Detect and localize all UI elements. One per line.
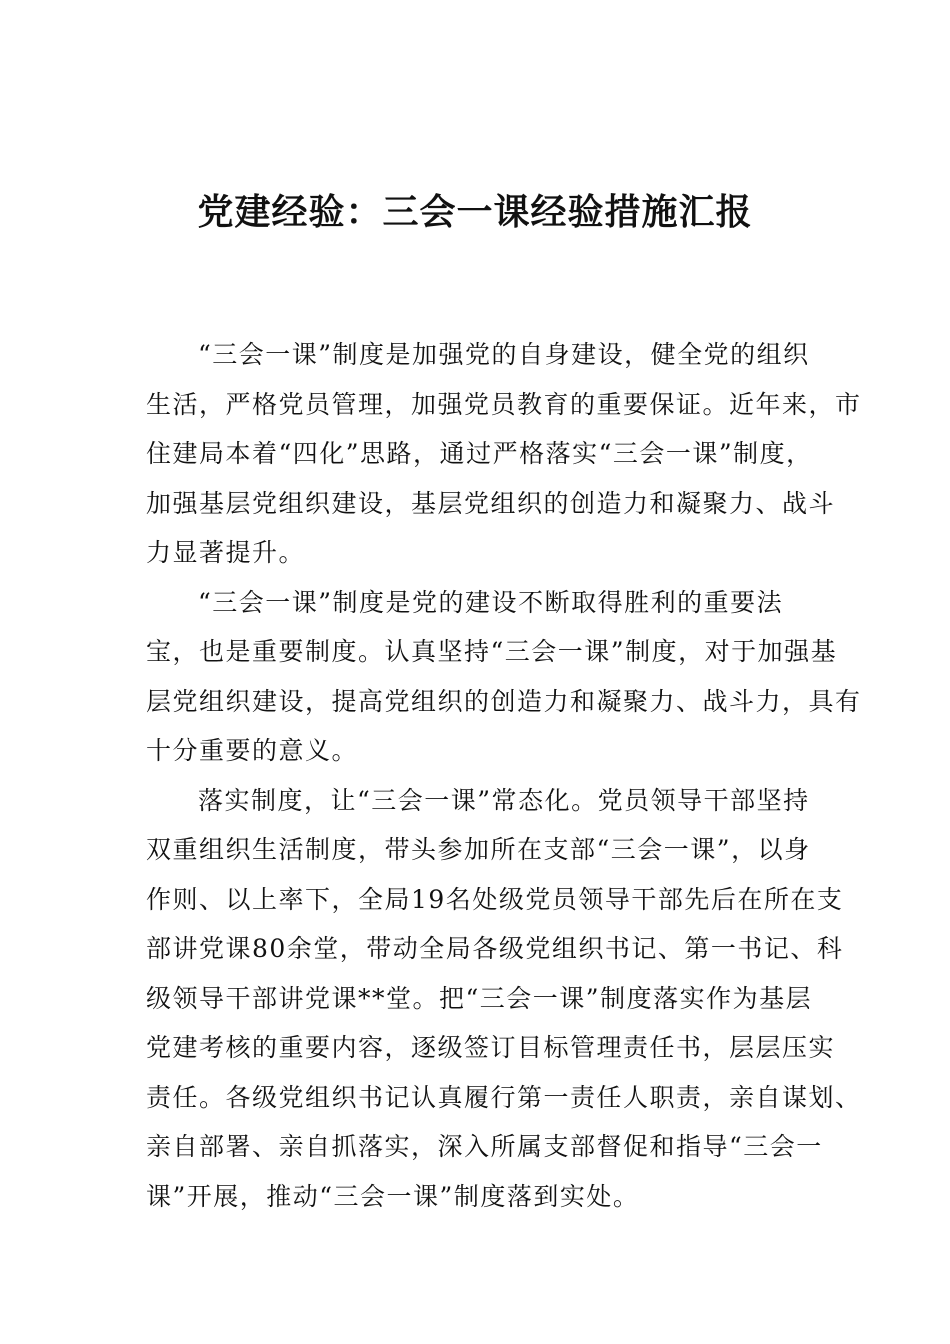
paragraph-1 — [146, 330, 862, 578]
paragraph-line: 层党组织建设，提高党组织的创造力和凝聚力、战斗力，具有 — [146, 686, 862, 716]
paragraph-line: 加强基层党组织建设，基层党组织的创造力和凝聚力、战斗 — [146, 488, 836, 518]
paragraph-line: 住建局本着“四化”思路，通过严格落实“三会一课”制度， — [146, 439, 813, 468]
paragraph-line: 生活，严格党员管理，加强党员教育的重要保证。近年来，市 — [146, 389, 862, 419]
paragraph-line: 责任。各级党组织书记认真履行第一责任人职责，亲自谋划、 — [146, 1082, 862, 1112]
paragraph-line: 部讲党课80余堂，带动全局各级党组织书记、第一书记、科 — [146, 934, 844, 963]
paragraph-line: 党建考核的重要内容，逐级签订目标管理责任书，层层压实 — [146, 1033, 836, 1062]
paragraph-line: 课”开展，推动“三会一课”制度落到实处。 — [146, 1181, 640, 1211]
paragraph-3 — [146, 776, 862, 1222]
paragraph-line: 亲自部署、亲自抓落实，深入所属支部督促和指导“三会一 — [146, 1132, 823, 1161]
document-body — [146, 330, 862, 1221]
paragraph-line: 宝，也是重要制度。认真坚持“三会一课”制度，对于加强基 — [146, 637, 838, 666]
paragraph-2 — [146, 578, 862, 776]
paragraph-line: 落实制度，让“三会一课”常态化。党员领导干部坚持 — [198, 785, 810, 815]
paragraph-line: 力显著提升。 — [146, 538, 306, 567]
paragraph-line: 十分重要的意义。 — [146, 736, 359, 765]
paragraph-line: 双重组织生活制度，带头参加所在支部“三会一课”，以身 — [146, 835, 811, 864]
paragraph-line: “三会一课”制度是党的建设不断取得胜利的重要法 — [198, 587, 784, 617]
paragraph-line: 作则、以上率下，全局19名处级党员领导干部先后在所在支 — [146, 884, 844, 914]
paragraph-line: “三会一课”制度是加强党的自身建设，健全党的组织 — [198, 340, 810, 369]
paragraph-line: 级领导干部讲党课**堂。把“三会一课”制度落实作为基层 — [146, 983, 813, 1013]
document-title: 党建经验：三会一课经验措施汇报 — [197, 191, 753, 234]
